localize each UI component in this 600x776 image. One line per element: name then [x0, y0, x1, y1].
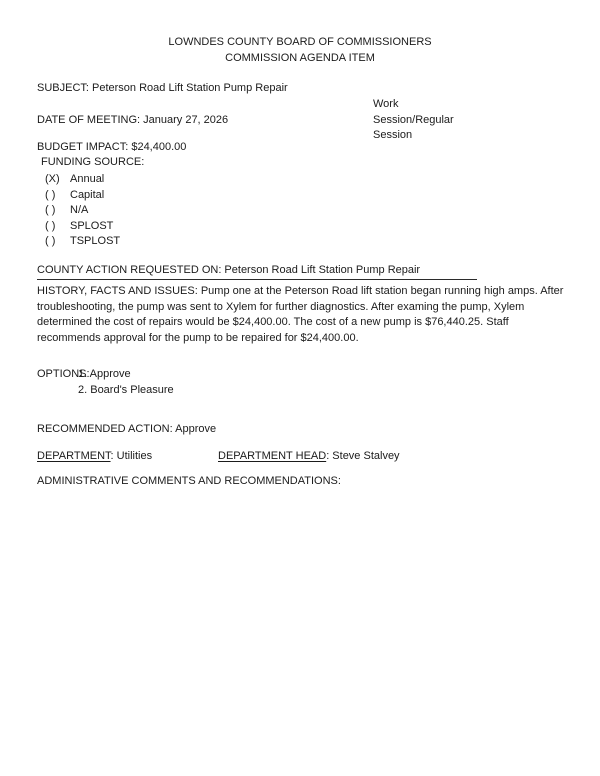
meeting-date-line: DATE OF MEETING: January 27, 2026 [37, 114, 229, 126]
funding-option-row [45, 203, 120, 219]
recommended-action-line: RECOMMENDED ACTION: Approve [37, 423, 217, 435]
subject-line: SUBJECT: Peterson Road Lift Station Pump Repair [37, 82, 288, 94]
funding-source-label: FUNDING SOURCE: [41, 156, 145, 168]
county-action-line: COUNTY ACTION REQUESTED ON: Peterson Road Lift Station Pump Repair [37, 263, 477, 280]
option-item-2: 2. Board's Pleasure [78, 384, 174, 396]
funding-option-label-na: N/A [70, 204, 89, 216]
admin-comments-label: ADMINISTRATIVE COMMENTS AND RECOMMENDATIONS: [37, 475, 341, 487]
funding-checkbox-tsplost: ( ) [45, 235, 56, 247]
department-head-field [218, 450, 400, 462]
session-type-block [373, 97, 454, 144]
session-line-2: Session/Regular [373, 113, 454, 126]
funding-option-row [45, 172, 120, 188]
department-head-value: : Steve Stalvey [326, 450, 400, 462]
department-field [37, 450, 152, 462]
options-label: OPTIONS: [37, 368, 90, 380]
funding-options-list [45, 172, 120, 250]
funding-option-row [45, 219, 120, 235]
history-line-3: determined the cost of repairs would be $24,400.00. The cost of a new pump is $76,440.25. Staff [37, 316, 509, 328]
funding-checkbox-annual: (X) [45, 173, 60, 185]
history-line-2: troubleshooting, the pump was sent to Xylem for further diagnostics. After examing the pump, Xylem [37, 300, 525, 313]
funding-option-row [45, 188, 120, 204]
funding-checkbox-capital: ( ) [45, 188, 56, 201]
funding-option-label-splost: SPLOST [70, 219, 114, 232]
department-label: DEPARTMENT [37, 450, 111, 462]
session-line-3: Session [373, 129, 413, 141]
doc-type-title: COMMISSION AGENDA ITEM [225, 52, 375, 64]
option-item-1: 1. Approve [78, 368, 131, 380]
funding-checkbox-splost: ( ) [45, 219, 56, 232]
org-title: LOWNDES COUNTY BOARD OF COMMISSIONERS [168, 36, 432, 48]
budget-impact-line: BUDGET IMPACT: $24,400.00 [37, 141, 187, 153]
session-line-1: Work [373, 98, 399, 110]
history-line-4: recommends approval for the pump to be repaired for $24,400.00. [37, 331, 359, 344]
department-value: : Utilities [110, 450, 153, 462]
funding-option-label-tsplost: TSPLOST [70, 235, 121, 247]
funding-option-label-capital: Capital [70, 188, 105, 201]
history-paragraph [37, 284, 563, 346]
funding-option-label-annual: Annual [70, 173, 105, 185]
history-line-1: HISTORY, FACTS AND ISSUES: Pump one at the Peterson Road lift station began running high amps. After [37, 285, 564, 297]
funding-checkbox-na: ( ) [45, 204, 56, 216]
department-head-label: DEPARTMENT HEAD [218, 450, 327, 462]
funding-option-row [45, 234, 120, 250]
